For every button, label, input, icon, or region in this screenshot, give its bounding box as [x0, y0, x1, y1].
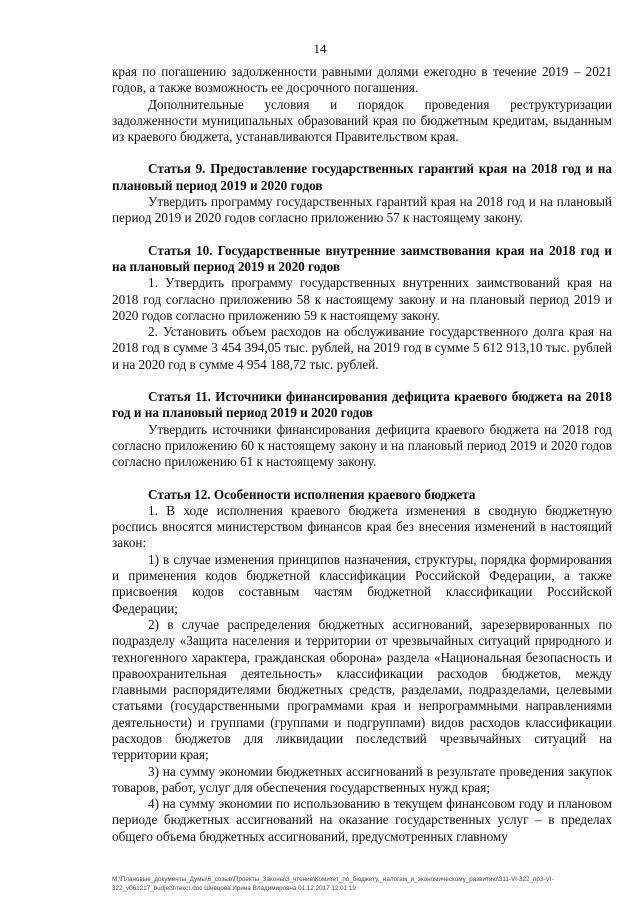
footer-path-line-2: 322_v061217_budjet9\текст.doc Шевцова Ирина Владимировна 01.12.2017 12:01:19 — [112, 885, 356, 892]
article-12-item-1: 1. В ходе исполнения краевого бюджета изменения в сводную бюджетную роспись вносятся министерством финансов края без внесения изменений в настоящий закон: — [112, 502, 612, 551]
article-12-subitem-2: 2) в случае распределения бюджетных ассигнований, зарезервированных по подразделу «Защита населения и территории от чрезвычайных ситуаций природного и техногенного характера, гражданская оборона» раздела «Национальная безопасность и правоохранительная деятельность» классификации расходов бюджетов, между главными распорядителями бюджетных средств, разделами, подразделами, целевыми статьями (государственными программами края и непрограммными направлениями деятельности) и группами (группами и подгруппами) видов расходов классификации расходов бюджетов для ликвидации последствий чрезвычайных ситуаций на территории края; — [112, 616, 612, 763]
paragraph-restructuring-conditions: Дополнительные условия и порядок проведения реструктуризации задолженности муниципальных образований края по бюджетным кредитам, выданным из краевого бюджета, устанавливаются Правительством края. — [112, 96, 612, 145]
article-9-paragraph: Утвердить программу государственных гарантий края на 2018 год и на плановый период 2019 и 2020 годов согласно приложению 57 к настоящему закону. — [112, 194, 612, 226]
article-10-item-2: 2. Установить объем расходов на обслуживание государственного долга края на 2018 год в сумме 3 454 394,05 тыс. рублей, на 2019 год в сумме 5 612 913,10 тыс. рублей и на 2020 год в сумме 4 954 188,72 тыс. рублей. — [112, 324, 612, 372]
article-11-heading: Статья 11. Источники финансирования дефицита краевого бюджета на 2018 год и на плановый период 2019 и 2020 годов — [112, 389, 612, 421]
page-number: 14 — [313, 41, 327, 56]
article-12-subitem-4: 4) на сумму экономии по использованию в текущем финансовом году и плановом периоде бюджетных ассигнований на оказание государственных услуг – в пределах общего объема бюджетных ассигнований, предусмотренных главному — [112, 796, 612, 844]
article-12-subitem-3: 3) на сумму экономии бюджетных ассигнований в результате проведения закупок товаров, работ, услуг для обеспечения государственных нужд края; — [112, 763, 612, 795]
footer-path-line-1: М:\Плановые_документы_Думы\6_созыв\Проекты_Законы\3_чтение\Комитет_по_бюджету,_налогам_и_экономическому_развитию\311-VI-322_пр3-VI- — [112, 876, 554, 883]
article-12-heading: Статья 12. Особенности исполнения краевого бюджета — [148, 486, 476, 502]
paragraph-continuation: края по погашению задолженности равными долями ежегодно в течение 2019 – 2021 годов, а также возможность ее досрочного погашения. — [112, 64, 612, 96]
article-9-heading: Статья 9. Предоставление государственных гарантий края на 2018 год и на плановый период 2019 и 2020 годов — [112, 161, 612, 193]
article-11-paragraph: Утвердить источники финансирования дефицита краевого бюджета на 2018 год согласно приложению 60 к настоящему закону и на плановый период 2019 и 2020 годов согласно приложению 61 к настоящему закону. — [112, 421, 612, 470]
document-body — [112, 64, 612, 845]
article-12-subitem-1: 1) в случае изменения принципов назначения, структуры, порядка формирования и применения кодов бюджетной классификации Российской Федерации, а также присвоения кодов составным частям бюджетной классификации Российской Федерации; — [112, 551, 612, 616]
article-10-heading: Статья 10. Государственные внутренние заимствования края на 2018 год и на плановый период 2019 и 2020 годов — [112, 242, 612, 274]
document-footer — [112, 875, 612, 893]
article-10-item-1: 1. Утвердить программу государственных внутренних заимствований края на 2018 год согласно приложению 58 к настоящему закону и на плановый период 2019 и 2020 годов согласно приложению 59 к настоящему закону. — [112, 275, 612, 323]
